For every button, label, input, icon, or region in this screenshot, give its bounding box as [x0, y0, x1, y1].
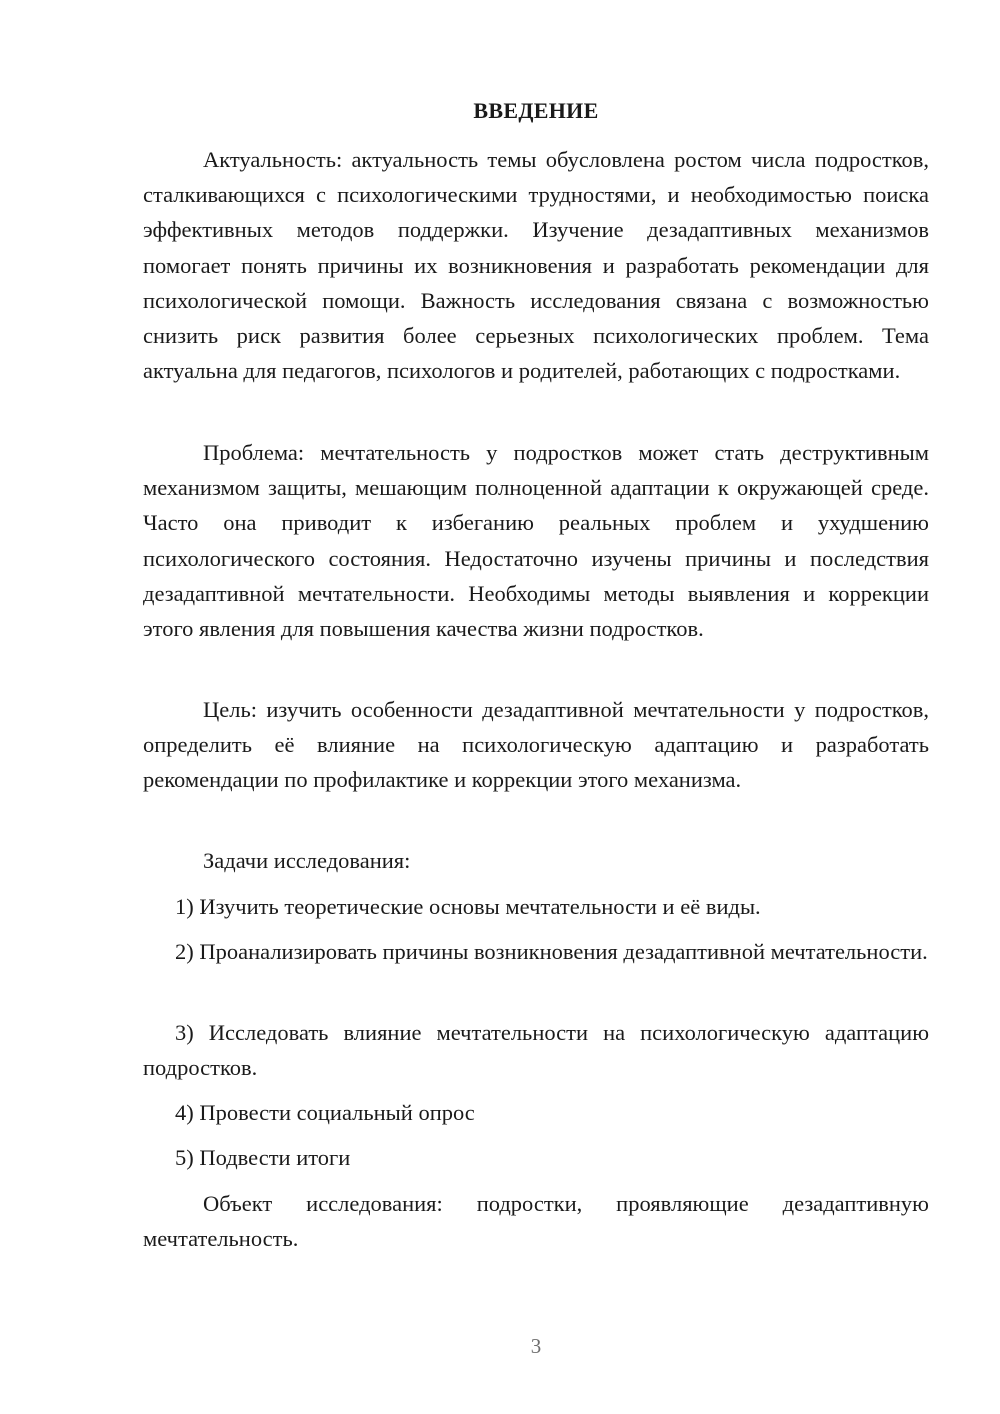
task-item-1: 1) Изучить теоретические основы мечтательности и её виды. [175, 894, 761, 919]
relevance-paragraph: Актуальность: актуальность темы обусловлена ростом числа подростков, сталкивающихся с психологическими трудностями, и необходимостью поиска эффективных методов поддержки. Изучение дезадаптивных механизмов помогает понять причины их возникновения и разработать рекомендации для психологической помощи. Важность исследования связана с возможностью снизить риск развития более серьезных психологических проблем. Тема актуальна для педагогов, психологов и родителей, работающих с подростками. [143, 147, 929, 384]
problem-paragraph: Проблема: мечтательность у подростков может стать деструктивным механизмом защиты, мешающим полноценной адаптации к окружающей среде. Часто она приводит к избеганию реальных проблем и ухудшению психологического состояния. Недостаточно изучены причины и последствия дезадаптивной мечтательности. Необходимы методы выявления и коррекции этого явления для повышения качества жизни подростков. [143, 440, 929, 642]
object-paragraph: Объект исследования: подростки, проявляющие дезадаптивную мечтательность. [143, 1191, 929, 1252]
task-item-4: 4) Провести социальный опрос [175, 1100, 475, 1125]
page-number: 3 [530, 1334, 542, 1358]
task-item-3: 3) Исследовать влияние мечтательности на психологическую адаптацию подростков. [143, 1020, 929, 1081]
task-item-5: 5) Подвести итоги [175, 1145, 351, 1170]
tasks-heading: Задачи исследования: [203, 848, 411, 873]
page-title: ВВЕДЕНИЕ [473, 98, 599, 123]
task-item-2: 2) Проанализировать причины возникновения дезадаптивной мечтательности. [175, 939, 928, 964]
goal-paragraph: Цель: изучить особенности дезадаптивной мечтательности у подростков, определить её влияние на психологическую адаптацию и разработать рекомендации по профилактике и коррекции этого механизма. [143, 697, 929, 793]
